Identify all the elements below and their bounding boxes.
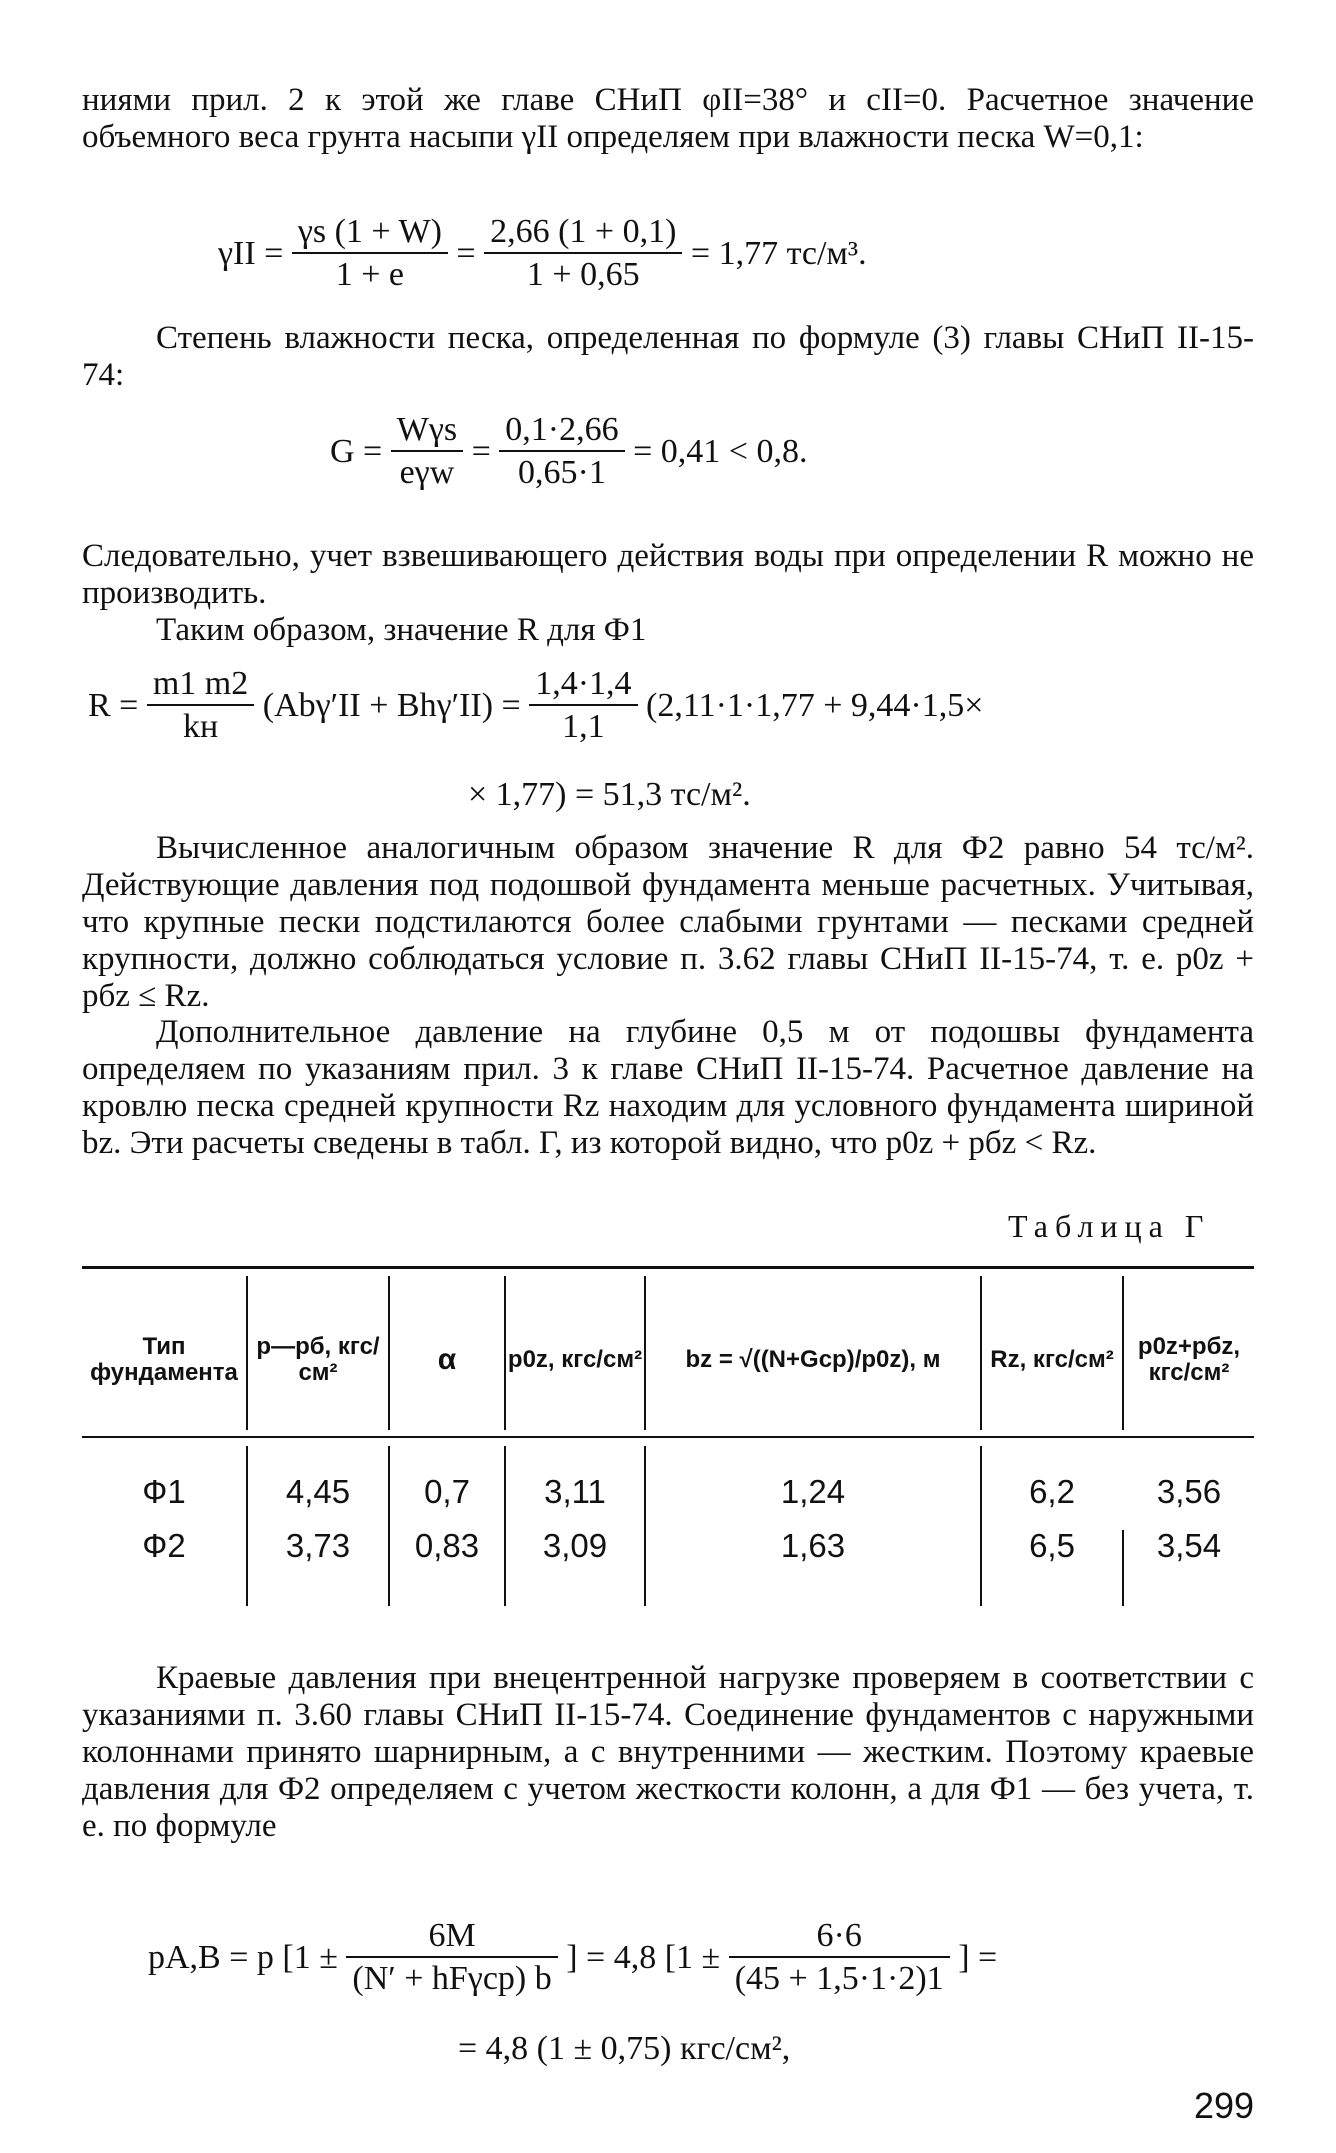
paragraph-r-intro: Таким образом, значение R для Ф1 [156,612,647,648]
table-header-type: Тип фундамента [90,1333,238,1386]
table-top-rule [82,1266,1254,1269]
table-header-bz: bz = √((N+Gср)/p0z), м [685,1346,941,1373]
formula-edge-pressure-line-2: = 4,8 (1 ± 0,75) кгс/см², [458,2030,791,2067]
table-header-alpha: α [437,1343,457,1376]
table-cell: 3,11 [544,1473,606,1510]
table-cell: 3,56 [1156,1473,1222,1510]
paragraph-additional-pressure: Дополнительное давление на глубине 0,5 м от подошвы фундамента определяем по указаниям прил. 3 к главе СНиП II-15-74. Расчетное давление на кровлю песка средней крупности Rz находим для условного фундамента шириной bz. Эти расчеты сведены в табл. Г, из которой видно, что p0z + pбz < Rz. [82,1014,1254,1161]
table-cell: Ф1 [142,1473,186,1510]
table-cell: 3,54 [1156,1527,1222,1564]
formula-g: G = $\frac{\text{Wγs}}{\text{eγw}}$ = $\frac{0,1\cdot 2,66}{0,65\cdot 1}$ = 0,41 < 0,8. [330,411,808,491]
formula-r: R = $\frac{m1 m2}{kн}$ (Abγ′II + Bhγ′II) = $\frac{1,4\cdot 1,4}{1,1}$ (2,11·1·1,77 + 9,44·1,5× [88,665,984,745]
formula-r-line-2: × 1,77) = 51,3 тс/м². [468,776,751,813]
table-cell: 6,5 [1029,1527,1075,1564]
table-header-p0z: p0z, кгс/см² [507,1346,643,1373]
paragraph-saturation: Степень влажности песка, определенная по формуле (3) главы СНиП II-15-74: [82,320,1254,393]
paragraph-r-f2: Вычисленное аналогичным образом значение R для Ф2 равно 54 тс/м². Действующие давления под подошвой фундамента меньше расчетных. Учитывая, что крупные пески подстилаются более слабыми грунтами — песками средней крупности, должно соблюдаться условие п. 3.62 главы СНиП II-15-74, т. е. p0z + pбz ≤ Rz. [82,830,1254,1014]
table-cell: 1,63 [780,1527,846,1564]
table-cell: 0,83 [414,1527,480,1564]
table-cell: 3,73 [285,1527,351,1564]
table-header-rz: Rz, кгс/см² [990,1346,1114,1373]
paragraph-conclusion: Следовательно, учет взвешивающего действия воды при определении R можно не производить. [82,538,1254,611]
formula-gamma-fraction-2: $\frac{2,66 (1 + 0,1)}{1 + 0,65}$ [484,212,682,296]
paragraph-intro: ниями прил. 2 к этой же главе СНиП φII=38° и cII=0. Расчетное значение объемного веса грунта насыпи γII определяем при влажности песка W=0,1: [82,82,1254,155]
table-cell: 4,45 [285,1473,351,1510]
table-cell: 3,09 [542,1527,608,1564]
table-cell: 6,2 [1029,1473,1075,1510]
table-header-p0z-pbz: p0z+pбz, кгс/см² [1137,1333,1241,1386]
table-cell: Ф2 [142,1527,186,1564]
table-cell: 0,7 [424,1473,470,1510]
formula-edge-pressure: pA,B = p [1 ± $\frac{6M}{\text{(N′ + hFγср) b}}$ ] = 4,8 [1 ± $\frac{6\cdot 6}{(45 + 1,5\cdot 1\cdot 2)1}$ ] = [148,1917,998,1997]
formula-gamma: γII = $\frac{\gamma s (1 + W)}{1 + e}$ = $\frac{2,66 (1 + 0,1)}{1 + 0,65}$ = 1,77 тс/м³. [218,212,867,296]
page-number: 299 [1194,2085,1255,2126]
formula-gamma-lhs: γII = [218,235,284,272]
table-header-rule [82,1436,1254,1438]
table-caption: Таблица Г [1008,1208,1211,1244]
formula-gamma-fraction-1: $\frac{\gamma s (1 + W)}{1 + e}$ [292,212,448,296]
formula-gamma-result: = 1,77 тс/м³. [690,235,867,272]
paragraph-edge-pressures: Краевые давления при внецентренной нагрузке проверяем в соответствии с указаниями п. 3.60 главы СНиП II-15-74. Соединение фундаментов с наружными колоннами принято шарнирным, а с внутренними — жестким. Поэтому краевые давления для Ф2 определяем с учетом жесткости колонн, а для Ф1 — без учета, т. е. по формуле [82,1660,1254,1844]
table-header-p-pb: p—pб, кгс/см² [256,1333,380,1386]
table-cell: 1,24 [780,1473,846,1510]
